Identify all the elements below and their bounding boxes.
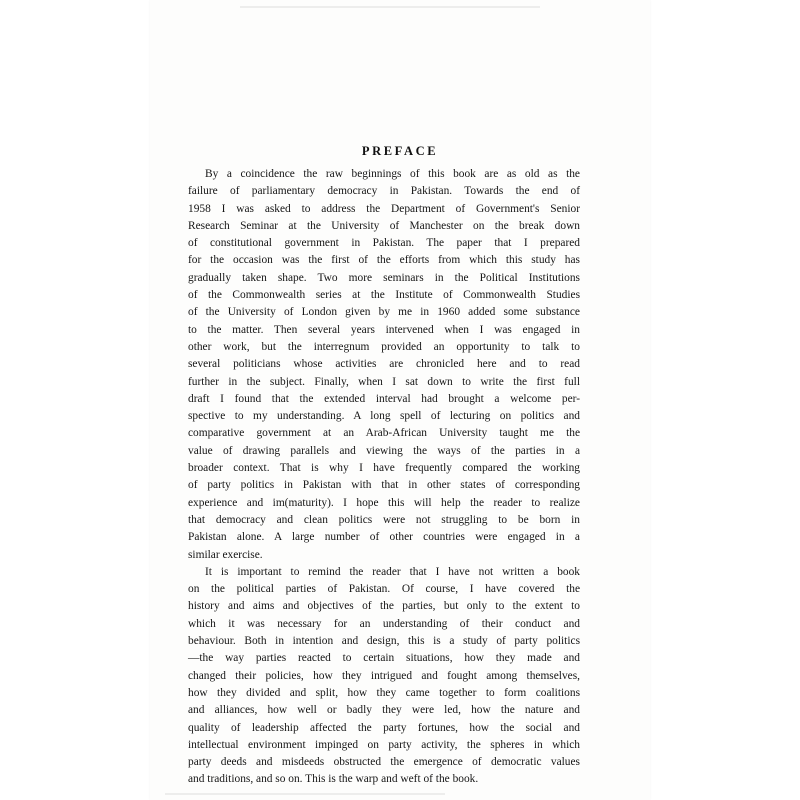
text-line: changed their policies, how they intrigued and fought among themselves,	[188, 669, 580, 682]
text-line: history and aims and objectives of the parties, but only to the extent to	[188, 600, 580, 613]
text-line: behaviour. Both in intention and design, this is a study of party politics	[188, 635, 580, 648]
preface-body	[188, 166, 580, 789]
text-line: —the way parties reacted to certain situations, how they made and	[188, 652, 580, 665]
text-line: Pakistan alone. A large number of other countries were engaged in a	[188, 531, 580, 544]
text-line: on the political parties of Pakistan. Of course, I have covered the	[188, 583, 580, 596]
page-heading: PREFACE	[361, 144, 439, 158]
text-line: spective to my understanding. A long spell of lecturing on politics and	[188, 410, 580, 423]
text-line: experience and im(maturity). I hope this will help the reader to realize	[188, 496, 580, 509]
text-line: that democracy and clean politics were not struggling to be born in	[188, 513, 580, 526]
text-line: 1958 I was asked to address the Department of Government's Senior	[188, 202, 580, 215]
text-line: how they divided and split, how they came together to form coalitions	[188, 686, 580, 699]
text-line: Research Seminar at the University of Manchester on the break down	[188, 219, 580, 232]
text-line: value of drawing parallels and viewing the ways of the parties in a	[188, 444, 580, 457]
bottom-edge-smudge	[165, 793, 445, 795]
paragraph-2	[188, 564, 580, 789]
text-line: further in the subject. Finally, when I sat down to write the first full	[188, 375, 580, 388]
text-line: for the occasion was the first of the efforts from which this study has	[188, 254, 580, 267]
text-line: failure of parliamentary democracy in Pakistan. Towards the end of	[188, 185, 580, 198]
text-line: By a coincidence the raw beginnings of this book are as old as the	[205, 168, 580, 180]
text-line: draft I found that the extended interval had brought a welcome per-	[188, 392, 580, 405]
text-line: comparative government at an Arab-African University taught me the	[188, 427, 580, 440]
text-line: and traditions, and so on. This is the warp and weft of the book.	[188, 773, 479, 786]
text-line: and alliances, how well or badly they were led, how the nature and	[188, 704, 580, 717]
text-line: of the Commonwealth series at the Institute of Commonwealth Studies	[188, 289, 580, 302]
text-line: which it was necessary for an understanding of their conduct and	[188, 617, 580, 630]
text-line: other work, but the interregnum provided an opportunity to talk to	[188, 340, 580, 353]
text-line: party deeds and misdeeds obstructed the emergence of democratic values	[188, 756, 580, 769]
text-line: intellectual environment impinged on party activity, the spheres in which	[188, 738, 580, 751]
text-line: several politicians whose activities are chronicled here and to read	[188, 358, 580, 371]
text-line: gradually taken shape. Two more seminars in the Political Institutions	[188, 271, 580, 284]
text-line: of constitutional government in Pakistan. The paper that I prepared	[188, 237, 580, 250]
text-line: of party politics in Pakistan with that in other states of corresponding	[188, 479, 580, 492]
text-line: to the matter. Then several years intervened when I was engaged in	[188, 323, 580, 336]
top-edge-smudge	[240, 6, 540, 8]
text-line: of the University of London given by me in 1960 added some substance	[188, 306, 580, 319]
text-line: It is important to remind the reader that I have not written a book	[205, 565, 580, 578]
text-line: quality of leadership affected the party fortunes, how the social and	[188, 721, 580, 734]
paragraph-1	[188, 166, 580, 564]
text-line: similar exercise.	[188, 548, 263, 561]
text-line: broader context. That is why I have frequently compared the working	[188, 462, 580, 475]
